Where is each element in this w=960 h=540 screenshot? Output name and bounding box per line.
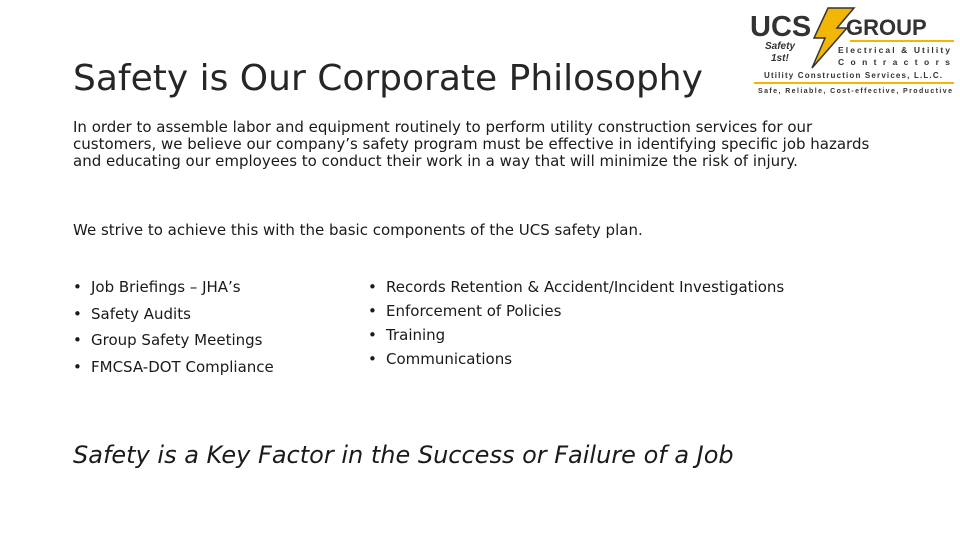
intro-paragraph: In order to assemble labor and equipment routinely to perform utility construction services for our customers, we believe our company’s safety program must be effective in identifying specific job hazards and educating our employees to conduct their work in a way that will minimize the risk of injury. bbox=[73, 118, 870, 170]
bullet-item: • FMCSA-DOT Compliance bbox=[73, 354, 274, 381]
logo-motto: Safe, Reliable, Cost-effective, Productive bbox=[758, 88, 952, 95]
tagline: Safety is a Key Factor in the Success or Failure of a Job bbox=[73, 441, 734, 469]
logo-ucs: UCS bbox=[750, 11, 812, 43]
logo-group: GROUP bbox=[846, 15, 927, 40]
slide-title: Safety is Our Corporate Philosophy bbox=[73, 58, 703, 99]
bullet-item: • Training bbox=[368, 323, 784, 347]
logo-company: Utility Construction Services, L.L.C. bbox=[764, 71, 942, 80]
bullet-item: • Records Retention & Accident/Incident Investigations bbox=[368, 275, 784, 299]
left-bullet-list bbox=[73, 274, 274, 380]
logo-line2: Contractors bbox=[838, 57, 950, 67]
logo-safety: Safety bbox=[765, 41, 796, 52]
ucs-group-logo bbox=[750, 6, 956, 98]
logo-line1: Electrical & Utility bbox=[838, 45, 950, 55]
bullet-item: • Safety Audits bbox=[73, 301, 274, 328]
right-bullet-list bbox=[368, 275, 784, 371]
strive-paragraph: We strive to achieve this with the basic components of the UCS safety plan. bbox=[73, 221, 643, 239]
bullet-item: • Enforcement of Policies bbox=[368, 299, 784, 323]
bullet-item: • Communications bbox=[368, 347, 784, 371]
logo-first: 1st! bbox=[771, 53, 789, 64]
bullet-item: • Group Safety Meetings bbox=[73, 327, 274, 354]
bullet-item: • Job Briefings – JHA’s bbox=[73, 274, 274, 301]
